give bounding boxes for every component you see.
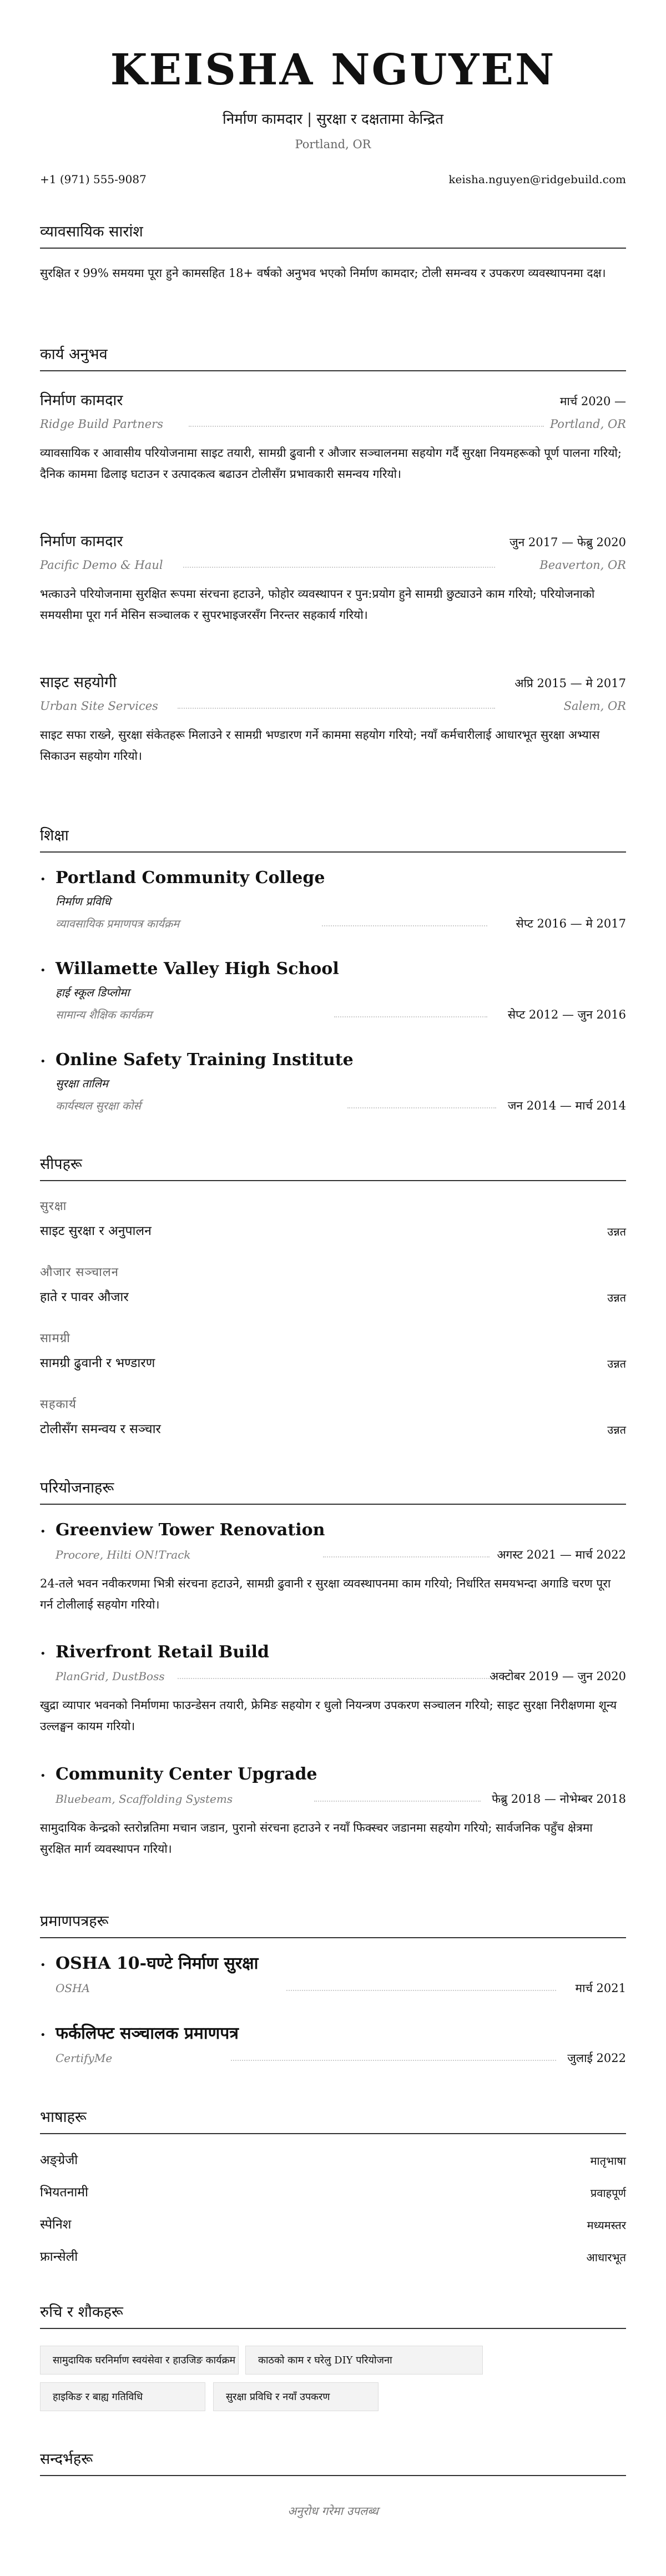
- education-school: Portland Community College: [56, 868, 325, 888]
- job-date: मार्च 2020 —: [559, 395, 626, 408]
- job-location: Beaverton, OR: [539, 558, 626, 572]
- leader-dots: [314, 1801, 481, 1802]
- language-name: भियतनामी: [40, 2185, 89, 2200]
- leader-dots: [347, 1107, 496, 1108]
- project-description: सामुदायिक केन्द्रको स्तरोन्नतिमा मचान जडान, पुरानो संरचना हटाउने र नयाँ फिक्स्चर जडानमा सहयोग गरियो; सार्वजनिक पहुँच क्षेत्रमा सुरक्षित मार्ग व्यवस्थापन गरियो।: [40, 1821, 593, 1856]
- certification-issuer: OSHA: [56, 1982, 90, 1995]
- bullet-marker: •: [40, 1959, 46, 1971]
- section-title-experience: कार्य अनुभव: [40, 346, 108, 363]
- project-description: खुद्रा व्यापार भवनको निर्माणमा फाउन्डेसन तयारी, फ्रेमिङ सहयोग र धुलो नियन्त्रण उपकरण सञ्चालन गरियो; साइट सुरक्षा निरीक्षणमा शून्य उल्लङ्घन कायम गरियो।: [40, 1698, 617, 1733]
- education-school: Willamette Valley High School: [56, 959, 339, 979]
- section-title-languages: भाषाहरू: [40, 2109, 87, 2126]
- interest-tag: काठको काम र घरेलु DIY परियोजना: [245, 2346, 483, 2375]
- skill-name: टोलीसँग समन्वय र सञ्चार: [40, 1422, 161, 1436]
- language-name: फ्रान्सेली: [40, 2250, 78, 2264]
- section-divider: [40, 2133, 626, 2134]
- interest-tag: सामुदायिक घरनिर्माण स्वयंसेवा र हाउजिङ कार्यक्रम: [40, 2346, 239, 2375]
- job-description: व्यावसायिक र आवासीय परियोजनामा साइट तयारी, सामग्री ढुवानी र औजार सञ्चालनमा सहयोग गर्दै सुरक्षा नियमहरूको पूर्ण पालना गरियो; दैनिक काममा ढिलाइ घटाउन र उत्पादकत्व बढाउन टोलीसँग प्रभावकारी समन्वय गरियो।: [40, 446, 622, 481]
- section-title-interests: रुचि र शौकहरू: [40, 2303, 123, 2321]
- skill-level: उन्नत: [607, 1357, 626, 1370]
- education-date: सेप्ट 2016 — मे 2017: [516, 917, 626, 930]
- project-name: Riverfront Retail Build: [56, 1642, 269, 1662]
- section-title-summary: व्यावसायिक सारांश: [40, 223, 143, 240]
- leader-dots: [178, 708, 495, 709]
- project-name: Greenview Tower Renovation: [56, 1520, 325, 1540]
- email-address[interactable]: keisha.nguyen@ridgebuild.com: [448, 173, 626, 186]
- language-name: अङ्ग्रेजी: [40, 2153, 78, 2167]
- phone-number[interactable]: +1 (971) 555-9087: [40, 173, 147, 186]
- leader-dots: [231, 2060, 556, 2061]
- bullet-marker: •: [40, 1056, 46, 1067]
- skill-category: सहकार्य: [40, 1398, 77, 1411]
- bullet-marker: •: [40, 874, 46, 885]
- section-divider: [40, 1504, 626, 1505]
- section-divider: [40, 2328, 626, 2329]
- certification-issuer: CertifyMe: [56, 2051, 113, 2065]
- job-location: Portland, OR: [550, 417, 626, 431]
- skill-name: साइट सुरक्षा र अनुपालन: [40, 1224, 152, 1238]
- section-divider: [40, 1937, 626, 1938]
- section-divider: [40, 2475, 626, 2476]
- candidate-name: KEISHA NGUYEN: [110, 45, 556, 95]
- section-title-certifications: प्रमाणपत्रहरू: [40, 1913, 109, 1930]
- certification-name: OSHA 10-घण्टे निर्माण सुरक्षा: [56, 1954, 259, 1973]
- job-description: भत्काउने परियोजनामा सुरक्षित रूपमा संरचना हटाउने, फोहोर व्यवस्थापन र पुन:प्रयोग हुने सामग्री छुट्याउने काम गरियो; परियोजनाको समयसीमा पूरा गर्न मेसिन सञ्चालक र सुपरभाइजरसँग निरन्तर सहकार्य गरियो।: [40, 587, 595, 622]
- leader-dots: [334, 1016, 487, 1017]
- leader-dots: [286, 1990, 556, 1991]
- language-level: प्रवाहपूर्ण: [590, 2186, 626, 2200]
- education-date: जन 2014 — मार्च 2014: [507, 1099, 626, 1112]
- section-title-references: सन्दर्भहरू: [40, 2451, 93, 2468]
- leader-dots: [189, 426, 544, 427]
- skill-name: हाते र पावर औजार: [40, 1290, 129, 1304]
- skill-category: सुरक्षा: [40, 1199, 67, 1213]
- bullet-marker: •: [40, 1648, 46, 1660]
- language-level: आधारभूत: [586, 2251, 626, 2264]
- job-description: साइट सफा राख्ने, सुरक्षा संकेतहरू मिलाउने र सामग्री भण्डारण गर्ने काममा सहयोग गरियो; नयाँ कर्मचारीलाई आधारभूत सुरक्षा अभ्यास सिकाउन सहयोग गरियो।: [40, 728, 600, 763]
- project-date: अगस्ट 2021 — मार्च 2022: [497, 1548, 626, 1561]
- job-date: जुन 2017 — फेब्रु 2020: [509, 536, 626, 549]
- bullet-marker: •: [40, 1526, 46, 1537]
- project-description: 24-तले भवन नवीकरणमा भित्री संरचना हटाउने, सामग्री ढुवानी र सुरक्षा व्यवस्थापनमा काम गरियो; निर्धारित समयभन्दा अगाडि चरण पूरा गर्न टोलीलाई सहयोग गरियो।: [40, 1577, 611, 1611]
- certification-name: फर्कलिफ्ट सञ्चालक प्रमाणपत्र: [56, 2024, 239, 2043]
- skill-level: उन्नत: [607, 1423, 626, 1436]
- leader-dots: [183, 567, 495, 568]
- candidate-location: Portland, OR: [295, 138, 371, 151]
- skill-name: सामग्री ढुवानी र भण्डारण: [40, 1356, 155, 1370]
- project-date: अक्टोबर 2019 — जुन 2020: [490, 1670, 626, 1683]
- project-tools: Bluebeam, Scaffolding Systems: [56, 1792, 233, 1806]
- leader-dots: [322, 925, 487, 926]
- education-degree: हाई स्कूल डिप्लोमा: [56, 986, 130, 999]
- references-note: अनुरोध गरेमा उपलब्ध: [287, 2504, 379, 2518]
- education-degree: सुरक्षा तालिम: [56, 1077, 108, 1090]
- section-title-skills: सीपहरू: [40, 1156, 82, 1173]
- education-field: कार्यस्थल सुरक्षा कोर्स: [56, 1099, 141, 1112]
- section-divider: [40, 370, 626, 371]
- job-title: निर्माण कामदार: [40, 392, 123, 409]
- job-location: Salem, OR: [563, 699, 626, 713]
- summary-text: सुरक्षित र 99% समयमा पूरा हुने कामसहित 18+ वर्षको अनुभव भएको निर्माण कामदार; टोली समन्वय र उपकरण व्यवस्थापनमा दक्ष।: [40, 266, 606, 280]
- skill-category: सामग्री: [40, 1332, 70, 1345]
- education-school: Online Safety Training Institute: [56, 1050, 354, 1070]
- project-tools: Procore, Hilti ON!Track: [56, 1548, 191, 1561]
- education-degree: निर्माण प्रविधि: [56, 895, 111, 908]
- bullet-marker: •: [40, 1770, 46, 1782]
- section-divider: [40, 1180, 626, 1181]
- job-title: साइट सहयोगी: [40, 674, 117, 691]
- section-title-education: शिक्षा: [40, 827, 69, 844]
- job-date: अप्रि 2015 — मे 2017: [514, 677, 626, 690]
- job-company: Urban Site Services: [40, 699, 158, 713]
- job-company: Ridge Build Partners: [40, 417, 163, 431]
- interest-tag: सुरक्षा प्रविधि र नयाँ उपकरण: [213, 2382, 379, 2411]
- section-title-projects: परियोजनाहरू: [40, 1479, 114, 1496]
- leader-dots: [178, 1678, 490, 1679]
- certification-date: मार्च 2021: [575, 1982, 626, 1995]
- section-divider: [40, 851, 626, 853]
- education-date: सेप्ट 2012 — जुन 2016: [507, 1008, 626, 1021]
- project-name: Community Center Upgrade: [56, 1765, 317, 1784]
- project-date: फेब्रु 2018 — नोभेम्बर 2018: [491, 1792, 626, 1806]
- project-tools: PlanGrid, DustBoss: [56, 1670, 165, 1683]
- section-divider: [40, 248, 626, 249]
- education-field: सामान्य शैक्षिक कार्यक्रम: [56, 1008, 152, 1021]
- job-title: निर्माण कामदार: [40, 533, 123, 550]
- education-field: व्यावसायिक प्रमाणपत्र कार्यक्रम: [56, 917, 180, 930]
- skill-category: औजार सञ्चालन: [40, 1266, 119, 1279]
- certification-date: जुलाई 2022: [567, 2051, 626, 2065]
- interest-tag: हाइकिङ र बाह्य गतिविधि: [40, 2382, 205, 2411]
- job-company: Pacific Demo & Haul: [40, 558, 163, 572]
- bullet-marker: •: [40, 965, 46, 976]
- candidate-subtitle: निर्माण कामदार | सुरक्षा र दक्षतामा केन्द्रित: [223, 111, 443, 128]
- language-level: मध्यमस्तर: [587, 2219, 626, 2232]
- language-level: मातृभाषा: [590, 2154, 626, 2167]
- skill-level: उन्नत: [607, 1225, 626, 1238]
- bullet-marker: •: [40, 2029, 46, 2041]
- language-name: स्पेनिश: [40, 2217, 72, 2232]
- skill-level: उन्नत: [607, 1291, 626, 1304]
- leader-dots: [323, 1556, 490, 1557]
